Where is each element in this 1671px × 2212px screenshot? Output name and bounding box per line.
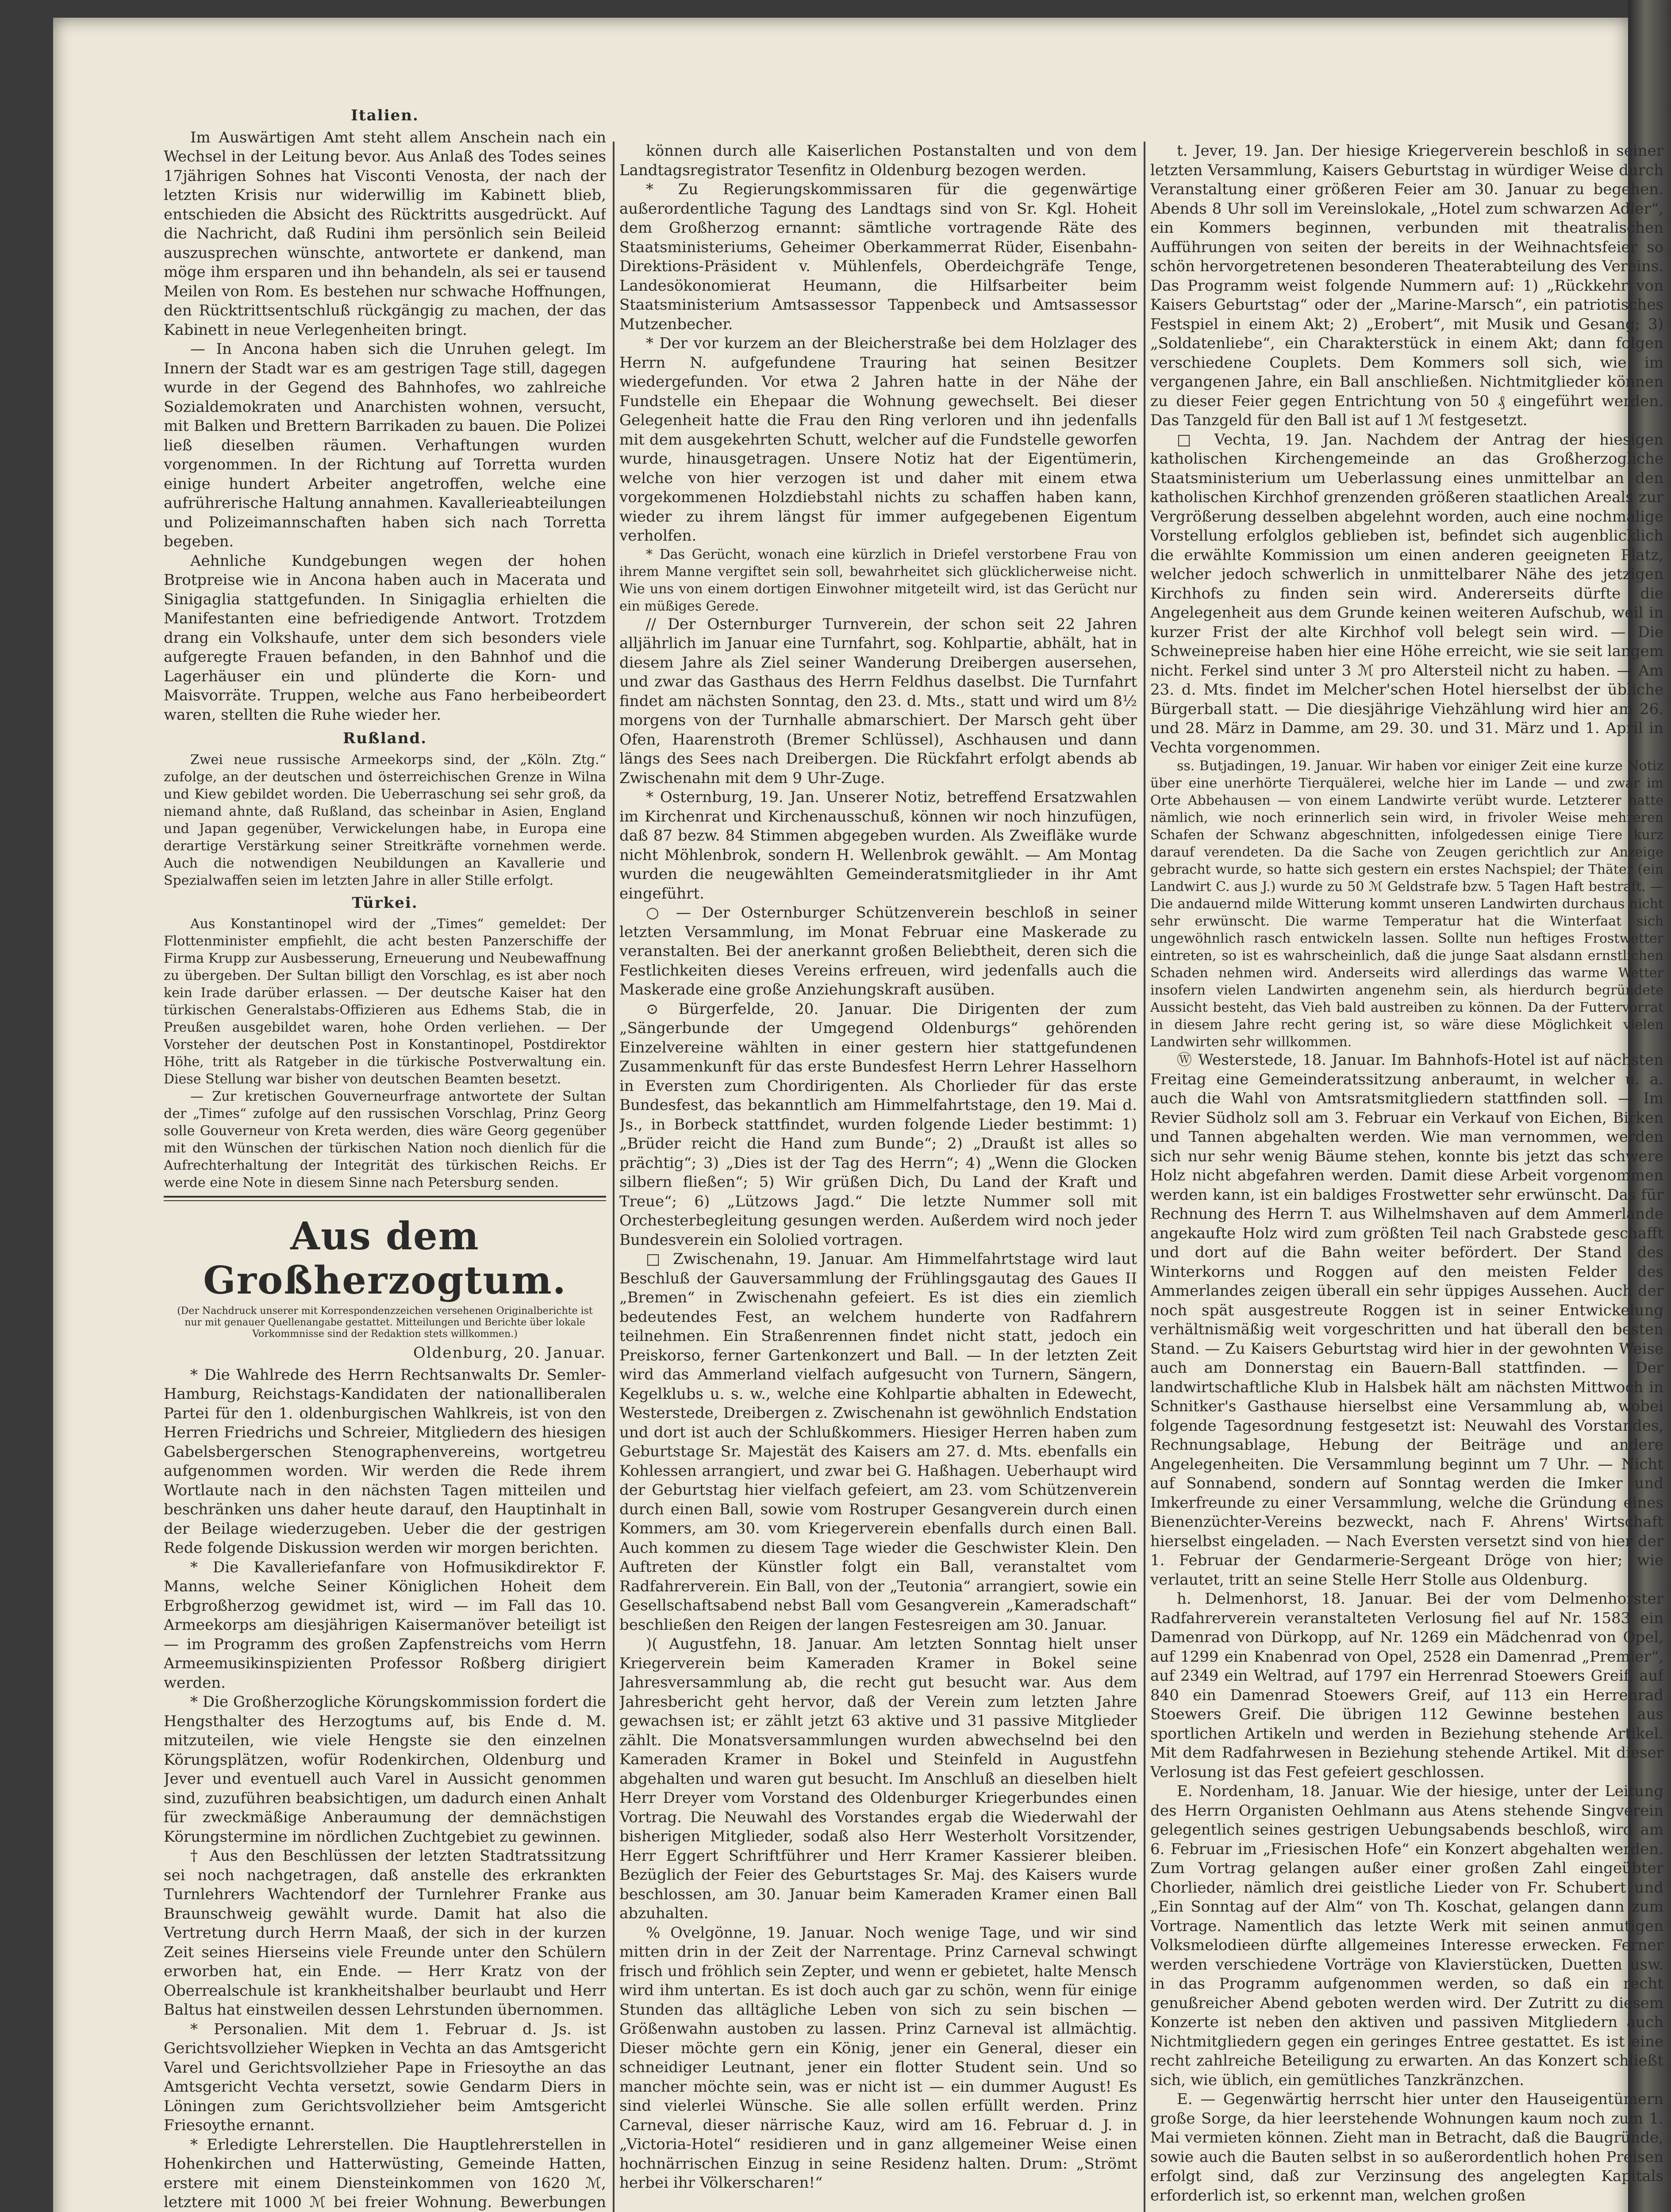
article-paragraph: % Ovelgönne, 19. Januar. Noch wenige Tage, und wir sind mitten drin in der Zeit der Narrentage. Prinz Carneval schwingt frisch und fröhlich sein Zepter, und wenn er gebietet, halte Mensch wird ihm untertan. Es ist doch auch gar zu schön, wenn für einige Stunden das alltägliche Leben von sich zu sein bischen — Größenwahn austoben zu lassen. Prinz Carneval ist allmächtig. Dieser möchte gern ein König, jener ein General, dieser ein schneidiger Leutnant, jener ein flotter Student sein. Und so mancher möchte sein, was er nicht ist — ein dummer August! Es sind vielerlei Wünsche. Sie alle sollen erfüllt werden. Prinz Carneval, dieser närrische Kauz, wird am 16. Februar d. J. in „Victoria-Hotel“ residieren und in ganz allgemeiner Weise einen hochnärrischen Einzug in seine Residenz halten. Drum: „Strömt herbei ihr Völkerscharen!“ <box>619 1924 1137 2192</box>
column-rule-2 <box>1144 142 1145 2212</box>
column-3 <box>1150 142 1663 2212</box>
article-paragraph: * Personalien. Mit dem 1. Februar d. Js. ist Gerichtsvollzieher Wiepken in Vechta an das Amtsgericht Varel und Gerichtsvollzieher Pape in Friesoythe an das Amtsgericht Vechta versetzt, sowie Gendarm Diers in Löningen zum Gerichtsvollzieher beim Amtsgericht Friesoythe ernannt. <box>164 2020 606 2134</box>
article-paragraph: Ⓦ Westerstede, 18. Januar. Im Bahnhofs-Hotel ist auf nächsten Freitag eine Gemeinderatssitzung anberaumt, in welcher u. a. auch die Wahl von Amtsratsmitgliedern stattfinden soll. — Im Revier Südholz soll am 3. Februar ein Verkauf von Eichen, Birken und Tannen abgehalten werden. Wie man vernommen, werden sich nur sehr wenig Bäume stehen, konnte bis jetzt das schwere Holz nicht abgefahren werden. Damit diese Arbeit vorgenommen werden kann, ist ein baldiges Frostwetter sehr erwünscht. Das für Rechnung des Herrn T. aus Wilhelmshaven auf dem Ammerlande angekaufte Holz wird zum größten Teil nach Grabstede geschafft und dort auf die Bahn weiter befördert. Der Stand des Winterkorns und Roggen auf den meisten Felder des Ammerlandes zeigen überall ein sehr üppiges Aussehen. Auch der noch spät ausgestreute Roggen ist in seiner Entwickelung verhältnismäßig weit vorgeschritten und hat überall den besten Stand. — Zu Kaisers Geburtstag wird hier in der gewohnten Weise auch am Donnerstag ein Bauern-Ball stattfinden. — Der landwirtschaftliche Klub in Halsbek hält am nächsten Mittwoch in Schnitker's Gasthause hierselbst eine Versammlung ab, wobei folgende Tagesordnung festgesetzt ist: Neuwahl des Vorstandes, Rechnungsablage, Hebung der Beiträge und andere Angelegenheiten. Die Versammlung beginnt um 7 Uhr. — Nicht auf Sonnabend, sondern auf Sonntag werden die Imker und Imkerfreunde zu einer Versammlung, welche die Gründung eines Bienenzüchter-Vereins bezweckt, nach F. Ahrens' Wirtschaft hierselbst eingeladen. — Nach Eversten versetzt sind von hier der 1. Februar der Gendarmerie-Sergeant Dröge von hier; wie verlautet, tritt an seine Stelle Herr Stolle aus Oldenburg. <box>1150 1051 1663 1589</box>
article-paragraph: ⊙ Bürgerfelde, 20. Januar. Die Dirigenten der zum „Sängerbunde der Umgegend Oldenburgs“ gehörenden Einzelvereine wählten in einer gestern hier stattgefundenen Zusammenkunft für das erste Bundesfest Herrn Lehrer Hasselhorn in Eversten zum Chordirigenten. Als Chorlieder für das erste Bundesfest, das bekanntlich am Himmelfahrtstage, den 19. Mai d. Js., in Borbeck stattfindet, wurden folgende Lieder bestimmt: 1) „Brüder reicht die Hand zum Bunde“; 2) „Draußt ist alles so prächtig“; 3) „Dies ist der Tag des Herrn“; 4) „Wenn die Glocken silbern fließen“; 5) Wir grüßen Dich, Du Land der Kraft und Treue“; 6) „Lützows Jagd.“ Die letzte Nummer soll mit Orchesterbegleitung gesungen werden. Außerdem wird noch jeder Bundesverein ein Sololied vortragen. <box>619 1000 1137 1249</box>
article-paragraph: )( Augustfehn, 18. Januar. Am letzten Sonntag hielt unser Kriegerverein beim Kameraden Kramer in Bokel seine Jahresversammlung ab, die recht gut besucht war. Aus dem Jahresbericht geht hervor, daß der Verein zum letzten Jahre gewachsen ist; er zählt jetzt 63 aktive und 31 passive Mitglieder zählt. Die Monatsversammlungen wurden abwechselnd bei den Kameraden Kramer in Bokel und Steinfeld in Augustfehn abgehalten und waren gut besucht. Im Anschluß an dieselben hielt Herr Dreyer vom Vorstand des Oldenburger Kriegerbundes einen Vortrag. Die Neuwahl des Vorstandes ergab die Wiederwahl der bisherigen Mitglieder, sodaß also Herr Westerholt Vorsitzender, Herr Eggert Schriftführer und Herr Kramer Kassierer bleiben. Bezüglich der Feier des Geburtstages Sr. Maj. des Kaisers wurde beschlossen, am 30. Januar beim Kameraden Kramer einen Ball abzuhalten. <box>619 1635 1137 1922</box>
article-paragraph: Aehnliche Kundgebungen wegen der hohen Brotpreise wie in Ancona haben auch in Macerata und Sinigaglia stattgefunden. In Sinigaglia erhielten die Manifestanten eine befriedigende Antwort. Trotzdem drang ein Volkshaufe, unter dem sich besonders viele aufgeregte Frauen befanden, in den Bahnhof und die Lagerhäuser ein und plünderte die Korn- und Maisvorräte. Truppen, welche aus Fano herbeibeordert waren, stellten die Ruhe wieder her. <box>164 552 606 724</box>
article-paragraph: E. — Gegenwärtig herrscht hier unter den Hauseigentümern große Sorge, da hier leerstehende Wohnungen kaum noch zum 1. Mai vermieten können. Zieht man in Betracht, daß die Baugründe, sowie auch die Bauten selbst in so außerordentlich hohen Preisen erfolgt sind, daß zur Verzinsung des angelegten Kapitals erforderlich ist, so erkennt man, welchen großen <box>1150 2090 1663 2204</box>
article-paragraph: * Das Gerücht, wonach eine kürzlich in Driefel verstorbene Frau von ihrem Manne vergiftet sein soll, bewahrheitet sich glücklicherweise nicht. Wie uns von einem dortigen Einwohner mitgeteilt wird, ist das Gerücht nur ein müßiges Gerede. <box>619 546 1137 614</box>
article-paragraph: Aus Konstantinopel wird der „Times“ gemeldet: Der Flottenminister empfiehlt, die acht besten Panzerschiffe der Firma Krupp zur Ausbesserung, Erneuerung und Neubewaffnung zu übergeben. Der Sultan billigt den Vorschlag, es ist aber noch kein Irade darüber erlassen. — Der deutsche Kaiser hat den türkischen Generalstabs-Offizieren aus Edhems Stab, die in Preußen ausgebildet waren, hohe Orden verliehen. — Der Vorsteher der deutschen Post in Konstantinopel, Postdirektor Höhe, tritt als Ratgeber in die türkische Postverwaltung ein. Diese Stellung war bisher von deutschen Beamten besetzt. <box>164 916 606 1087</box>
article-paragraph: * Erledigte Lehrerstellen. Die Hauptlehrerstellen in Hohenkirchen und Hatterwüsting, Gemeinde Hatten, erstere mit einem Diensteinkommen von 1620 ℳ, letztere mit 1000 ℳ bei freier Wohnung. Bewerbungen <box>164 2135 606 2211</box>
article-paragraph: * Zu Regierungskommissaren für die gegenwärtige außerordentliche Tagung des Landtags sind von Sr. Kgl. Hoheit dem Großherzog ernannt: sämtliche vortragende Räte des Staatsministeriums, Geheimer Oberkammerrat Rüder, Eisenbahn-Direktions-Präsident v. Mühlenfels, Oberdeichgräfe Tenge, Landesökonomierat Heumann, die Hilfsarbeiter beim Staatsministerium Amtsassessor Tappenbeck und Amtsassessor Mutzenbecher. <box>619 180 1137 333</box>
article-paragraph: können durch alle Kaiserlichen Postanstalten und von dem Landtagsregistrator Tesenfitz in Oldenburg bezogen werden. <box>619 142 1137 179</box>
article-paragraph: ○ — Der Osternburger Schützenverein beschloß in seiner letzten Versammlung, im Monat Februar eine Maskerade zu veranstalten. Bei der anerkannt großen Beliebtheit, deren sich die Festlichkeiten dieses Vereins erfreuen, wird jedenfalls auch die Maskerade eine große Anziehungskraft ausüben. <box>619 904 1137 998</box>
section-divider <box>164 1196 606 1201</box>
reprint-notice: (Der Nachdruck unserer mit Korrespondenzzeichen versehenen Originalberichte ist nur mit genauer Quellenangabe gestattet. Mitteilungen und Berichte über lokale Vorkommnisse sind der Redaktion stets willkommen.) <box>177 1306 593 1340</box>
article-paragraph: * Die Kavalleriefanfare von Hofmusikdirektor F. Manns, welche Seiner Königlichen Hoheit dem Erbgroßherzog gewidmet ist, wird — im Fall das 10. Armeekorps am diesjährigen Kaisermanöver beteiligt ist — im Programm des großen Zapfenstreichs vom Herrn Armeemusikinspizienten Professor Roßberg dirigiert werden. <box>164 1558 606 1692</box>
article-paragraph: t. Jever, 19. Jan. Der hiesige Kriegerverein beschloß in seiner letzten Versammlung, Kaisers Geburtstag in würdiger Weise durch Veranstaltung einer größeren Feier am 30. Januar zu begehen. Abends 8 Uhr soll im Vereinslokale, „Hotel zum schwarzen Adler“, ein Kommers beginnen, verbunden mit theatralischen Aufführungen von seiten der bereits in der Weihnachtsfeier so schön hervorgetretenen besonderen Theaterabteilung des Vereins. Das Programm weist folgende Nummern auf: 1) „Rückkehr von Kaisers Geburtstag“ oder der „Marine-Marsch“, ein patriotisches Festspiel in einem Akt; 2) „Erobert“, mit Musik und Gesang; 3) „Soldatenliebe“, ein Charakterstück in einem Akt; dann folgen verschiedene Couplets. Dem Kommers soll sich, wie im vergangenen Jahre, ein Ball anschließen. Nichtmitglieder können zu dieser Feier gegen Entrichtung von 50 ₰ eingeführt werden. Das Tanzgeld für den Ball ist auf 1 ℳ festgesetzt. <box>1150 142 1663 429</box>
heading-italien: Italien. <box>351 107 419 124</box>
article-paragraph: * Osternburg, 19. Jan. Unserer Notiz, betreffend Ersatzwahlen im Kirchenrat und Kirchenausschuß, können wir noch hinzufügen, daß 87 bezw. 84 Stimmen abgegeben wurden. Als Zweifläke wurde nicht Möhlenbrok, sondern H. Wellenbrok gewählt. — Am Montag wurden die neugewählten Gemeinderatsmitglieder in ihr Amt eingeführt. <box>619 788 1137 902</box>
heading-tuerkei: Türkei. <box>352 894 418 912</box>
article-paragraph: * Die Großherzogliche Körungskommission fordert die Hengsthalter des Herzogtums auf, bis Ende d. M. mitzuteilen, wie viele Hengste sie den einzelnen Körungsplätzen, wofür Rodenkirchen, Oldenburg und Jever und eventuell auch Varel in Aussicht genommen sind, zuzuführen beabsichtigen, um dadurch einen Anhalt für zweckmäßige Anberaumung der demnächstigen Körungstermine im nördlichen Zuchtgebiet zu gewinnen. <box>164 1693 606 1846</box>
article-paragraph: E. Nordenham, 18. Januar. Wie der hiesige, unter der Leitung des Herrn Organisten Oehlmann aus Atens stehende Singverein gelegentlich seines gestrigen Uebungsabends beschloß, wird am 6. Februar im „Friesischen Hofe“ ein Konzert abgehalten werden. Zum Vortrag gelangen außer einer großen Zahl eingeübter Chorlieder, nämlich drei geistliche Lieder von Fr. Schubert und „Ein Sonntag auf der Alm“ von Th. Koschat, gelangen dann zum Vortrage. Namentlich das letzte Werk mit seinen anmutigen Volksmelodieen dürfte allgemeines Interesse erwecken. Ferner werden verschiedene Vorträge von Klavierstücken, Duetten usw. in das Programm aufgenommen werden, so daß ein recht genußreicher Abend geboten werden wird. Der Zutritt zu diesem Konzerte ist neben den aktiven und passiven Mitgliedern auch Nichtmitgliedern gegen ein geringes Entree gestattet. Es ist eine recht zahlreiche Beteiligung zu erwarten. An das Konzert schließt sich, wie üblich, ein gemütliches Tanzkränzchen. <box>1150 1782 1663 2089</box>
article-paragraph: ss. Butjadingen, 19. Januar. Wir haben vor einiger Zeit eine kurze Notiz über eine unerhörte Tierquälerei, welche hier im Lande — und zwar im Orte Abbehausen — von einem Landwirte verübt wurde. Letzterer hatte nämlich, wie noch erinnerlich sein wird, in frivoler Weise mehreren Schafen der Schwanz abgeschnitten, infolgedessen einige Tiere kurz darauf verendeten. Da die Sache von Zeugen gerichtlich zur Anzeige gebracht wurde, so hatte sich gestern ein erstes Nachspiel; der Thäter (ein Landwirt C. aus J.) wurde zu 50 ℳ Geldstrafe bzw. 5 Tagen Haft bestraft. — Die andauernd milde Witterung kommt unseren Landwirten durchaus nicht sehr erwünscht. Die warme Temperatur hat die Winterfaat sich ungewöhnlich rasch entwickeln lassen. Sollte nun heftiges Frostwetter eintreten, so ist es wahrscheinlich, daß die junge Saat alsdann ernstlichen Schaden nehmen wird. Anderseits wird allerdings das warme Wetter insofern vielen Landwirten angenehm sein, als hierdurch begründete Aussicht besteht, das Vieh bald austreiben zu können. Da der Futtervorrat in diesem Jahre recht gering ist, so wäre diese Möglichkeit vielen Landwirten sehr willkommen. <box>1150 758 1663 1050</box>
column-rule-1 <box>613 142 615 2212</box>
article-paragraph: □ Zwischenahn, 19. Januar. Am Himmelfahrtstage wird laut Beschluß der Gauversammlung der Frühlingsgautag des Gaues II „Bremen“ in Zwischenahn gefeiert. Es ist dies ein ziemlich bedeutendes Fest, an welchem hunderte von Radfahrern teilnehmen. Ein Straßenrennen findet nicht statt, jedoch ein Preiskorso, ferner Gartenkonzert und Ball. — In der letzten Zeit wird das Ammerland vielfach aufgesucht von Turnern, Sängern, Kegelklubs u. s. w., welche eine Kohlpartie abhalten in Edewecht, Westerstede, Dreibergen z. Zwischenahn ist gewöhnlich Endstation und dort ist auch der Schlußkommers. Hiesiger Herren haben zum Geburtstage Sr. Majestät des Kaisers am 27. d. Mts. ebenfalls ein Kohlessen arrangiert, und zwar bei G. Haßhagen. Ueberhaupt wird der Geburtstag hier vielfach gefeiert, am 23. vom Schützenverein durch einen Ball, sowie vom Rostruper Gesangverein durch einen Kommers, am 30. vom Kriegerverein ebenfalls durch einen Ball. Auch kommen zu diesem Tage wieder die Geschwister Klein. Den Auftreten der Künstler folgt ein Ball, veranstaltet vom Radfahrerverein. Ein Ball, von der „Teutonia“ arrangiert, sowie ein Gesellschaftsabend nebst Ball vom Gesangverein „Kameradschaft“ beschließen den Reigen der langen Festesreigen am 30. Januar. <box>619 1250 1137 1634</box>
heading-russland: Rußland. <box>342 730 427 747</box>
article-paragraph: — Zur kretischen Gouverneurfrage antwortete der Sultan der „Times“ zufolge auf den russischen Vorschlag, Prinz Georg solle Gouverneur von Kreta werden, dies wäre Georg gegenüber mit den Wünschen der türkischen Nation noch dienlich für die Aufrechterhaltung der Integrität des türkischen Reichs. Er werde eine Note in diesem Sinne nach Petersburg senden. <box>164 1089 606 1190</box>
article-paragraph: Zwei neue russische Armeekorps sind, der „Köln. Ztg.“ zufolge, an der deutschen und österreichischen Grenze in Wilna und Kiew gebildet worden. Die Ueberraschung sei sehr groß, da niemand ahnte, daß Rußland, das scheinbar in Asien, England und Japan gegenüber, Verwickelungen habe, in Europa eine derartige Verstärkung seiner Streitkräfte vornehmen werde. Auch die notwendigen Neubildungen an Kavallerie und Spezialwaffen seien im letzten Jahre in aller Stille erfolgt. <box>164 752 606 888</box>
article-paragraph: * Der vor kurzem an der Bleicherstraße bei dem Holzlager des Herrn N. aufgefundene Trauring hat seinen Besitzer wiedergefunden. Vor etwa 2 Jahren hatte in der Nähe der Fundstelle ein Ehepaar die Wohnung gewechselt. Bei dieser Gelegenheit hatte die Frau den Ring verloren und ihn jedenfalls mit dem ausgekehrten Schutt, welcher auf die Fundstelle geworfen wurde, hinausgetragen. Unsere Notiz hat der Eigentümerin, welche von hier verzogen ist und daher mit einem etwa vorgekommenen Holzdiebstahl nichts zu schaffen haben kann, wieder zu ihrem längst für immer aufgegebenen Eigentum verholfen. <box>619 334 1137 545</box>
article-paragraph: // Der Osternburger Turnverein, der schon seit 22 Jahren alljährlich im Januar eine Turnfahrt, sog. Kohlpartie, abhält, hat in diesem Jahre als Ziel seiner Wanderung Dreibergen ausersehen, und zwar das Gasthaus des Herrn Feldhus daselbst. Die Turnfahrt findet am nächsten Sonntag, den 23. d. Mts., statt und wird um 8½ morgens von der Turnhalle abmarschiert. Der Marsch geht über Ofen, Haarenstroth (Bremer Schlüssel), Aschhausen und dann längs des Sees nach Dreibergen. Die Rückfahrt erfolgt abends ab Zwischenahn mit dem 9 Uhr-Zuge. <box>619 615 1137 787</box>
column-1 <box>164 102 606 2212</box>
article-paragraph: † Aus den Beschlüssen der letzten Stadtratssitzung sei noch nachgetragen, daß anstelle des erkrankten Turnlehrers Wachtendorf der Turnlehrer Franke aus Braunschweig gewählt wurde. Damit hat also die Vertretung durch Herrn Maaß, der sich in der kurzen Zeit seines Hierseins viele Freunde unter den Schülern erworben hat, ein Ende. — Herr Kratz von der Oberrealschule ist krankheitshalber beurlaubt und Herr Baltus hat einstweilen dessen Lehrstunden übernommen. <box>164 1847 606 2019</box>
article-paragraph: h. Delmenhorst, 18. Januar. Bei der vom Delmenhorster Radfahrerverein veranstalteten Verlosung fiel auf Nr. 1583 ein Damenrad von Dürkopp, auf Nr. 1269 ein Mädchenrad von Opel, auf 1299 ein Knabenrad von Opel, 2528 ein Damenrad „Premier“, auf 2349 ein Weltrad, auf 1797 ein Herrenrad Stoewers Greif, auf 840 ein Damenrad Stoewers Greif, auf 113 ein Herrenrad Stoewers Greif. Die übrigen 112 Gewinne bestehen aus sportlichen Artikeln und werden in Beziehung stehende Artikel. Mit dem Radfahrwesen in Beziehung stehende Artikel. Mit dieser Verlosung ist das Fest gefeiert geschlossen. <box>1150 1590 1663 1781</box>
article-paragraph: Im Auswärtigen Amt steht allem Anschein nach ein Wechsel in der Leitung bevor. Aus Anlaß des Todes seines 17jährigen Sohnes hat Visconti Venosta, der nach der letzten Krisis nur widerwillig im Kabinett blieb, entschieden die Absicht des Rücktritts ausgedrückt. Auf die Nachricht, daß Rudini ihm persönlich sein Beileid auszusprechen wünschte, antwortete er dankend, man möge ihm ersparen und ihn behandeln, als sei er tausend Meilen von Rom. Es bestehen nur schwache Hoffnungen, den Rücktrittsentschluß rückgängig zu machen, der das Kabinett in neue Verlegenheiten bringt. <box>164 128 606 339</box>
article-paragraph: * Die Wahlrede des Herrn Rechtsanwalts Dr. Semler-Hamburg, Reichstags-Kandidaten der nationalliberalen Partei für den 1. oldenburgischen Wahlkreis, ist von den Herren Friedrichs und Schreier, Mitgliedern des hiesigen Gabelsbergerschen Stenographenvereins, wortgetreu aufgenommen worden. Wir werden die Rede ihrem Wortlaute nach in den nächsten Tagen mitteilen und beschränken uns daher heute darauf, den Hauptinhalt in der Beilage wiederzugeben. Ueber die der gestrigen Rede folgende Diskussion werden wir morgen berichten. <box>164 1366 606 1557</box>
section-title: Aus dem Großherzogtum. <box>203 1214 567 1303</box>
column-2 <box>619 142 1137 2212</box>
article-paragraph: — In Ancona haben sich die Unruhen gelegt. Im Innern der Stadt war es am gestrigen Tage still, dagegen wurde in der Gegend des Bahnhofes, wo zahlreiche Sozialdemokraten und Anarchisten wohnen, versucht, mit Balken und Brettern Barrikaden zu bauen. Die Polizei ließ dieselben räumen. Verhaftungen wurden vorgenommen. In der Richtung auf Torretta wurden einige hundert Arbeiter angetroffen, welche eine aufrührerische Haltung annahmen. Kavallerieabteilungen und Polizeimannschaften haben sich nach Torretta begeben. <box>164 340 606 550</box>
article-paragraph: □ Vechta, 19. Jan. Nachdem der Antrag der hiesigen katholischen Kirchengemeinde an das Großherzogliche Staatsministerium um Ueberlassung eines unmittelbar an den katholischen Kirchhof grenzenden größeren staatlichen Areals zur Vergrößerung desselben abgelehnt worden, auch eine nochmalige Vorstellung erfolglos geblieben ist, befindet sich augenblicklich die erwählte Kommission um einen anderen geeigneten Platz, welcher jedoch schwerlich in unmittelbarer Nähe des jetzigen Kirchhofs zu finden sein wird. Andererseits dürfte die Angelegenheit aus dem Grunde keinen weiteren Aufschub, weil in kurzer Frist der alte Kirchhof voll belegt sein wird. — Die Schweinepreise haben hier eine Höhe erreicht, wie sie seit langem nicht. Ferkel sind unter 3 ℳ pro Altersteil nicht zu haben. — Am 23. d. Mts. findet im Melcher'schen Hotel hierselbst der übliche Bürgerball statt. — Die diesjährige Viehzählung wird hier am 26. und 28. März in Damme, am 29. 30. und 31. März und 1. April in Vechta vorgenommen. <box>1150 430 1663 757</box>
dateline: Oldenburg, 20. Januar. <box>413 1344 606 1362</box>
